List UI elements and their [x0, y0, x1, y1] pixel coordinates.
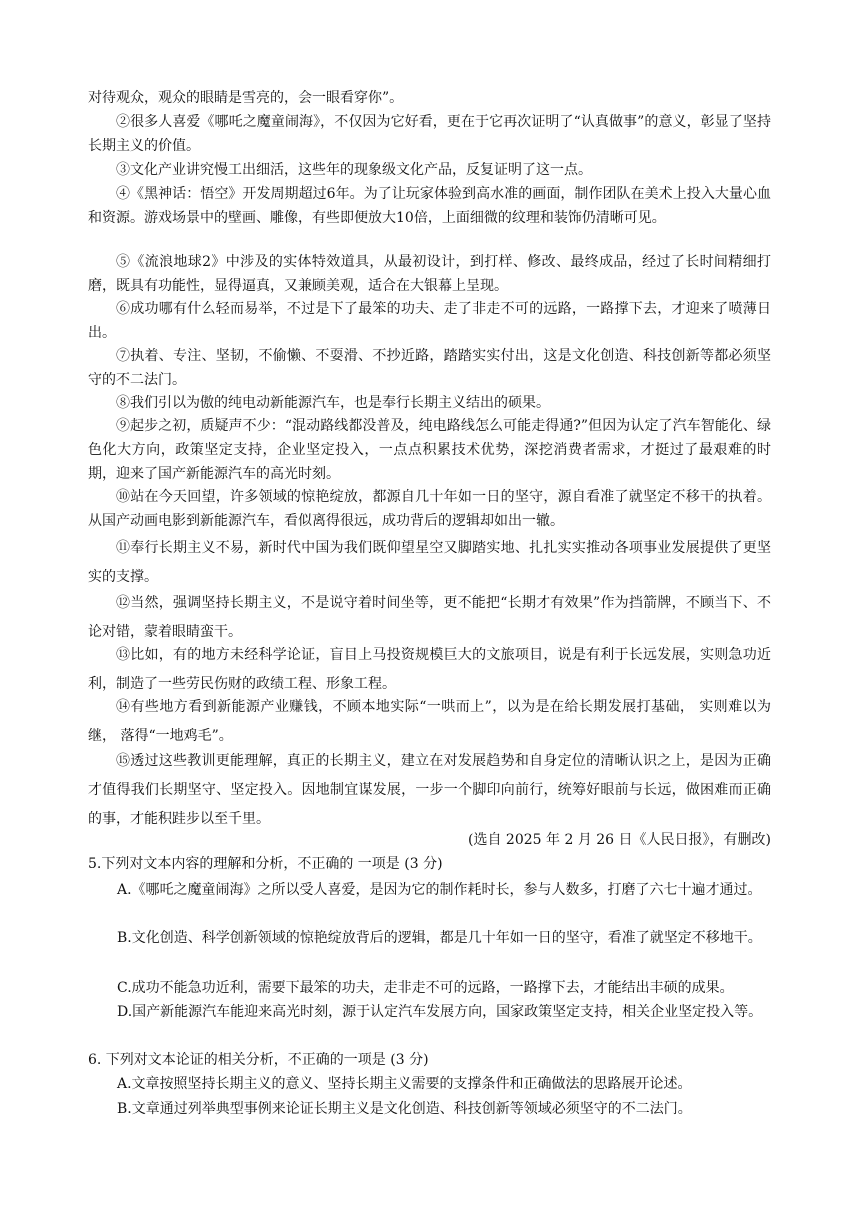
paragraph-8: ⑧我们引以为傲的纯电动新能源汽车，也是奉行长期主义结出的硕果。	[116, 395, 550, 411]
question-5-stem: 5.下列对文本内容的理解和分析，不正确的 一项是 (3 分)	[88, 856, 443, 872]
paragraph-9: ⑨起步之初，质疑声不少：“混动路线都没普及，纯电路线怎么可能走得通?”但因为认定了汽车智能化、绿色化大方向，政策坚定支持，企业坚定投入，一点点积累技术优势，深挖消费者需求，才挺过了最艰难的时期，迎来了国产新能源汽车的高光时刻。	[88, 418, 771, 482]
question-6-option-a: A.文章按照坚持长期主义的意义、坚持长期主义需要的支撑条件和正确做法的思路展开论述。	[117, 1076, 692, 1092]
paragraph-4: ④《黑神话：悟空》开发周期超过6年。为了让玩家体验到高水准的画面，制作团队在美术上投入大量心血和资源。游戏场景中的壁画、雕像，有些即便放大10倍，上面细微的纹理和装饰仍清晰可见。	[88, 186, 771, 226]
paragraph-14: ⑭有些地方看到新能源产业赚钱，不顾本地实际“一哄而上”，以为是在给长期发展打基础， 实则难以为继， 落得“一地鸡毛”。	[88, 699, 771, 744]
paragraph-15: ⑮透过这些教训更能理解，真正的长期主义，建立在对发展趋势和自身定位的清晰认识之上，是因为正确才值得我们长期坚守、坚定投入。因地制宜谋发展，一步一个脚印向前行，统筹好眼前与长远，做困难而正确的事，才能积跬步以至千里。	[88, 753, 771, 827]
paragraph-3: ③文化产业讲究慢工出细活，这些年的现象级文化产品，反复证明了这一点。	[116, 162, 592, 178]
paragraph-7: ⑦执着、专注、坚韧，不偷懒、不耍滑、不抄近路，踏踏实实付出，这是文化创造、科技创新等都必须坚守的不二法门。	[88, 348, 771, 388]
paragraph-11: ⑪奉行长期主义不易，新时代中国为我们既仰望星空又脚踏实地、扎扎实实推动各项事业发展提供了更坚实的支撑。	[88, 540, 771, 585]
question-5-option-a: A.《哪吒之魔童闹海》之所以受人喜爱，是因为它的制作耗时长，参与人数多，打磨了六七十遍才通过。	[117, 882, 762, 898]
paragraph-5: ⑤《流浪地球2》中涉及的实体特效道具，从最初设计，到打样、修改、最终成品，经过了长时间精细打磨，既具有功能性，显得逼真，又兼顾美观，适合在大银幕上呈现。	[88, 254, 771, 294]
paragraph-10: ⑩站在今天回望，许多领域的惊艳绽放，都源自几十年如一日的坚守，源自看准了就坚定不移干的执着。从国产动画电影到新能源汽车，看似离得很远，成功背后的逻辑却如出一辙。	[88, 489, 771, 529]
paragraph-2: ②很多人喜爱《哪吒之魔童闹海》，不仅因为它好看，更在于它再次证明了“认真做事”的意义，彰显了坚持长期主义的价值。	[88, 114, 771, 154]
source-citation: (选自 2025 年 2 月 26 日《人民日报》，有删改)	[468, 832, 771, 848]
paragraph-12: ⑫当然，强调坚持长期主义，不是说守着时间坐等，更不能把“长期才有效果”作为挡箭牌，不顾当下、不论对错，蒙着眼睛蛮干。	[88, 595, 771, 640]
question-5-option-c: C.成功不能急功近利，需要下最笨的功夫，走非走不可的远路，一路撑下去，才能结出丰硕的成果。	[117, 980, 734, 996]
question-6-option-b: B.文章通过列举典型事例来论证长期主义是文化创造、科技创新等领域必须坚守的不二法门。	[117, 1101, 692, 1117]
question-5-option-b: B.文化创造、科学创新领域的惊艳绽放背后的逻辑，都是几十年如一日的坚守，看准了就坚定不移地干。	[117, 930, 762, 946]
paragraph-13: ⑬比如，有的地方未经科学论证，盲目上马投资规模巨大的文旅项目，说是有利于长远发展，实则急功近利，制造了一些劳民伤财的政绩工程、形象工程。	[88, 647, 771, 692]
paragraph-intro-tail: 对待观众，观众的眼睛是雪亮的，会一眼看穿你”。	[88, 90, 404, 106]
question-5-option-d: D.国产新能源汽车能迎来高光时刻，源于认定汽车发展方向，国家政策坚定支持，相关企业坚定投入等。	[117, 1004, 763, 1020]
paragraph-6: ⑥成功哪有什么轻而易举，不过是下了最笨的功夫、走了非走不可的远路，一路撑下去，才迎来了喷薄日出。	[88, 301, 771, 341]
question-6-stem: 6. 下列对文本论证的相关分析，不正确的一项是 (3 分)	[88, 1052, 429, 1068]
